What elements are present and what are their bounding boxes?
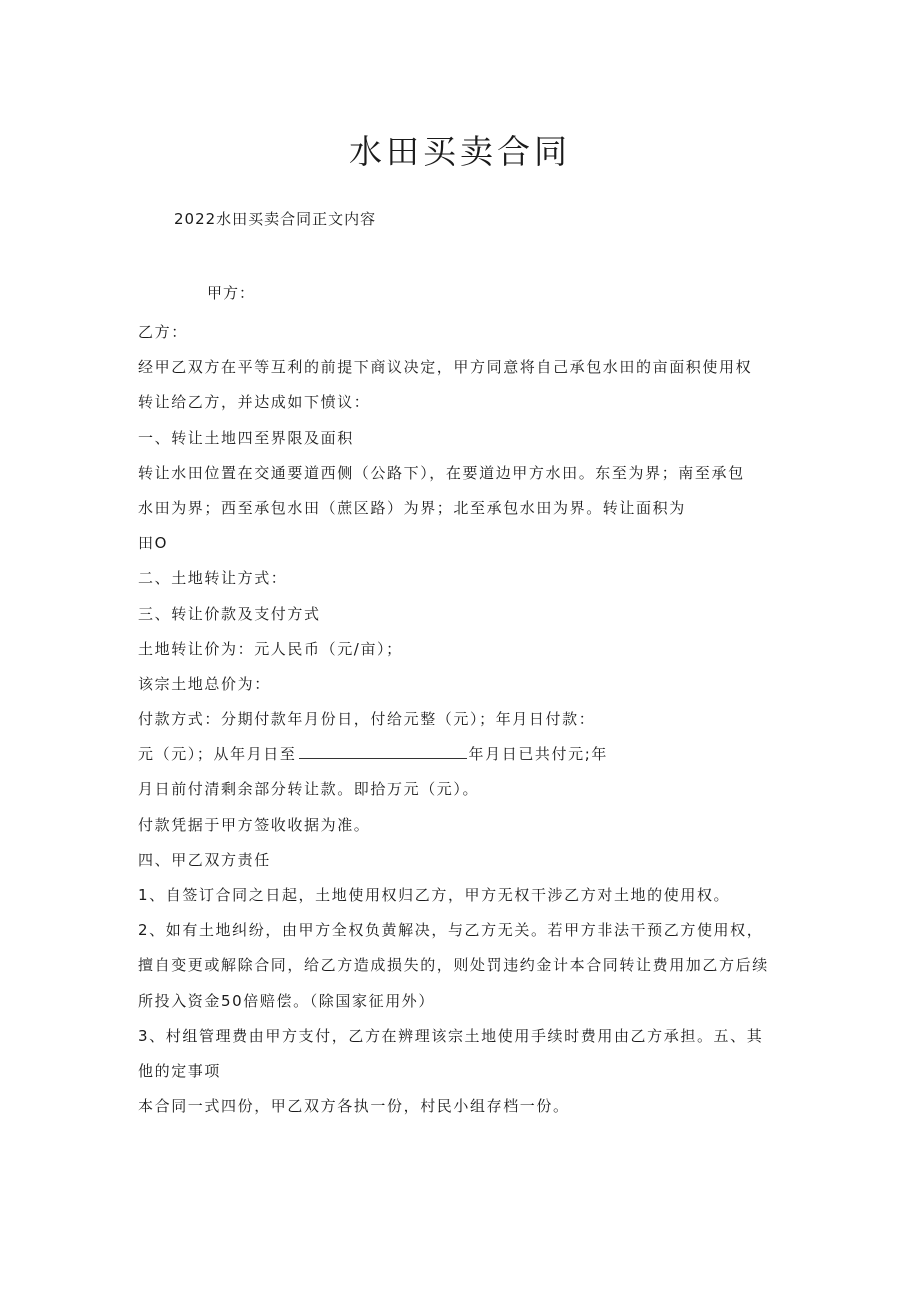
text-line: 转让水田位置在交通要道西侧（公路下），在要道边甲方水田。东至为界；南至承包 xyxy=(138,463,745,482)
document-title: 水田买卖合同 xyxy=(349,132,571,171)
section-heading: 二、土地转让方式： xyxy=(138,569,288,588)
text-line: 乙方： xyxy=(138,323,188,341)
payment-line-start: 元（元）；从年月日至 xyxy=(138,745,297,764)
clause-line: 1、自签订合同之日起，土地使用权归乙方，甲方无权干涉乙方对土地的使用权。 xyxy=(138,886,731,904)
document-subtitle: 2022水田买卖合同正文内容 xyxy=(174,210,377,228)
clause-line: 擅自变更或解除合同，给乙方造成损失的，则处罚违约金计本合同转让费用加乙方后续 xyxy=(138,956,769,975)
text-line: 土地转让价为：元人民币（元/亩）； xyxy=(138,639,403,658)
text-line: 转让给乙方，并达成如下愤议： xyxy=(138,393,371,412)
party-a-label: 甲方： xyxy=(207,284,256,302)
text-line: 本合同一式四份，甲乙双方各执一份，村民小组存档一份。 xyxy=(138,1097,570,1116)
text-line: 月日前付清剩余部分转让款。即拾万元（元）。 xyxy=(138,780,480,799)
contract-body xyxy=(138,315,798,1124)
text-line: 该宗土地总价为： xyxy=(138,674,271,693)
text-line: 付款凭据于甲方签收收据为准。 xyxy=(138,815,371,834)
clause-line: 所投入资金50倍赔偿。（除国家征用外） xyxy=(138,991,435,1010)
section-heading: 四、甲乙双方责任 xyxy=(138,850,271,869)
clause-line: 2、如有土地纠纷，由甲方全权负黄解决，与乙方无关。若甲方非法干预乙方使用权， xyxy=(138,921,764,940)
section-heading: 一、转让土地四至界限及面积 xyxy=(138,428,354,447)
text-line: 田O xyxy=(138,534,169,553)
section-heading: 三、转让价款及支付方式 xyxy=(138,604,321,623)
text-line: 水田为界；西至承包水田（蔗区路）为界；北至承包水田为界。转让面积为 xyxy=(138,498,686,517)
fill-in-blank xyxy=(299,738,467,759)
text-line: 经甲乙双方在平等互利的前提下商议决定，甲方同意将自己承包水田的亩面积使用权 xyxy=(138,358,753,377)
payment-line xyxy=(138,737,798,772)
text-line: 付款方式：分期付款年月份日，付给元整（元）；年月日付款： xyxy=(138,710,596,729)
clause-line: 3、村组管理费由甲方支付，乙方在辨理该宗土地使用手续时费用由乙方承担。五、其 xyxy=(138,1026,764,1045)
payment-line-end: 年月日已共付元;年 xyxy=(468,745,608,764)
section-heading: 他的定事项 xyxy=(138,1061,222,1080)
